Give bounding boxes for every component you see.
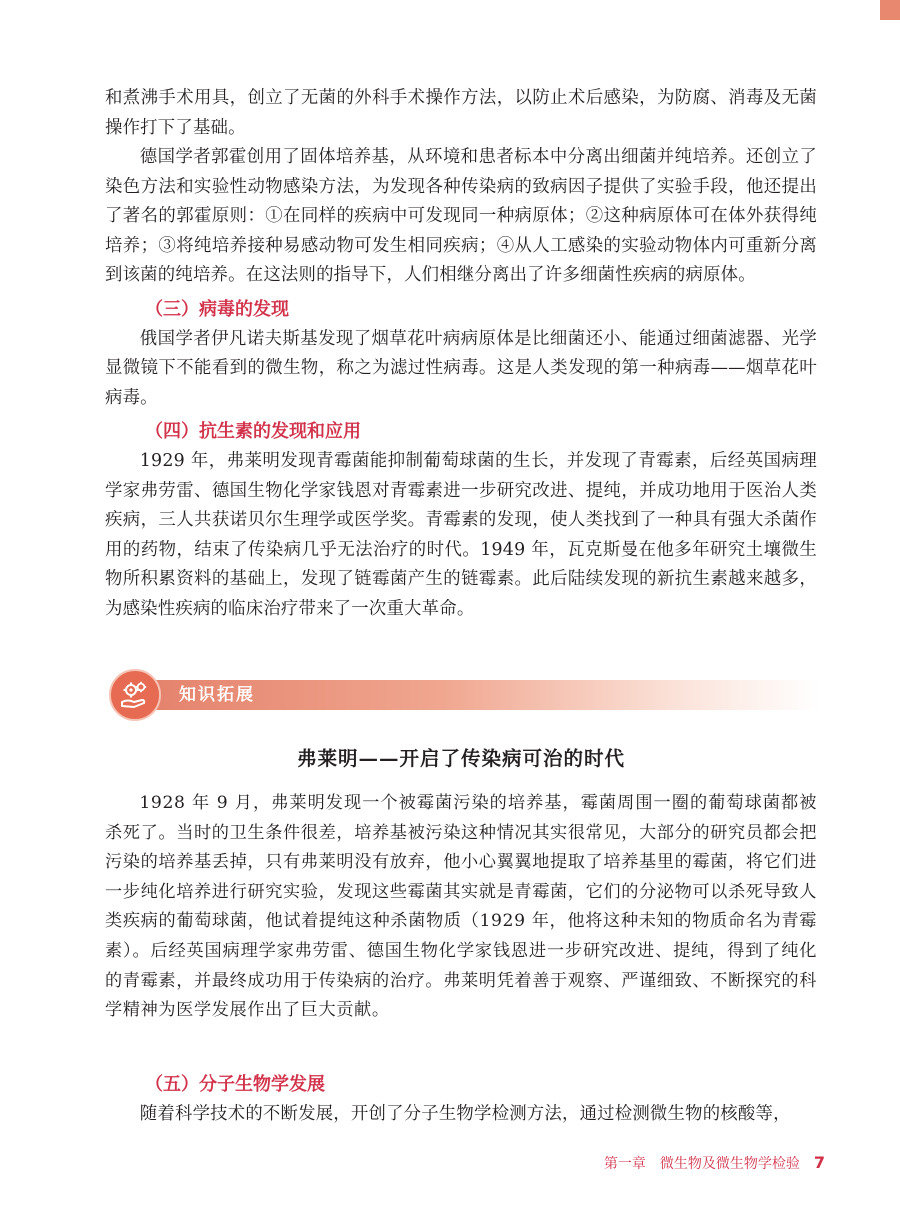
corner-tab [880,0,900,20]
page-number: 7 [813,1153,825,1172]
paragraph-antibiotics: 1929 年，弗莱明发现青霉菌能抑制葡萄球菌的生长，并发现了青霉素，后经英国病理学家弗劳雷、德国生物化学家钱恩对青霉素进一步研究改进、提纯，并成功地用于医治人类疾病，三人共获诺贝尔生理学或医学奖。青霉素的发现，使人类找到了一种具有强大杀菌作用的药物，结束了传染病几乎无法治疗的时代。1949 年，瓦克斯曼在他多年研究土壤微生物所积累资料的基础上，发现了链霉菌产生的链霉素。此后陆续发现的新抗生素越来越多，为感染性疾病的临床治疗带来了一次重大革命。 [105,451,817,619]
heading-antibiotics: （四）抗生素的发现和应用 [145,421,361,442]
paragraph-virus: 俄国学者伊凡诺夫斯基发现了烟草花叶病病原体是比细菌还小、能通过细菌滤器、光学显微镜下不能看到的微生物，称之为滤过性病毒。这是人类发现的第一种病毒——烟草花叶病毒。 [105,328,817,408]
paragraph-aseptic: 和煮沸手术用具，创立了无菌的外科手术操作方法，以防止术后感染，为防腐、消毒及无菌操作打下了基础。 [105,88,817,138]
heading-virus-discovery: （三）病毒的发现 [145,298,289,320]
page-content [105,84,817,1129]
page-footer [0,1153,825,1173]
box-paragraph-fleming: 1928 年 9 月，弗莱明发现一个被霉菌污染的培养基，霉菌周围一圈的葡萄球菌都被杀死了。当时的卫生条件很差，培养基被污染这种情况其实很常见，大部分的研究员都会把污染的培养基丢掉，只有弗莱明没有放弃，他小心翼翼地提取了培养基里的霉菌，将它们进一步纯化培养进行研究实验，发现这些霉菌其实就是青霉菌，它们的分泌物可以杀死导致人类疾病的葡萄球菌，他试着提纯这种杀菌物质（1929 年，他将这种未知的物质命名为青霉素）。后经英国病理学家弗劳雷、德国生物化学家钱恩进一步研究改进、提纯，得到了纯化的青霉素，并最终成功用于传染病的治疗。弗莱明凭着善于观察、严谨细致、不断探究的科学精神为医学发展作出了巨大贡献。 [105,793,817,1021]
gears-in-hand-icon [109,669,161,721]
knowledge-expansion-banner [109,669,817,721]
footer-chapter-title: 第一章 微生物及微生物学检验 [603,1156,800,1172]
heading-molecular-biology: （五）分子生物学发展 [145,1073,325,1095]
banner-label: 知识拓展 [179,685,255,705]
box-title: 弗莱明——开启了传染病可治的时代 [296,747,625,770]
paragraph-koch: 德国学者郭霍创用了固体培养基，从环境和患者标本中分离出细菌并纯培养。还创立了染色方法和实验性动物感染方法，为发现各种传染病的致病因子提供了实验手段，他还提出了著名的郭霍原则：①在同样的疾病中可发现同一种病原体；②这种病原体可在体外获得纯培养；③将纯培养接种易感动物可发生相同疾病；④从人工感染的实验动物体内可重新分离到该菌的纯培养。在这法则的指导下，人们相继分离出了许多细菌性疾病的病原体。 [105,147,817,285]
paragraph-molecular: 随着科学技术的不断发展，开创了分子生物学检测方法，通过检测微生物的核酸等， [139,1103,791,1124]
